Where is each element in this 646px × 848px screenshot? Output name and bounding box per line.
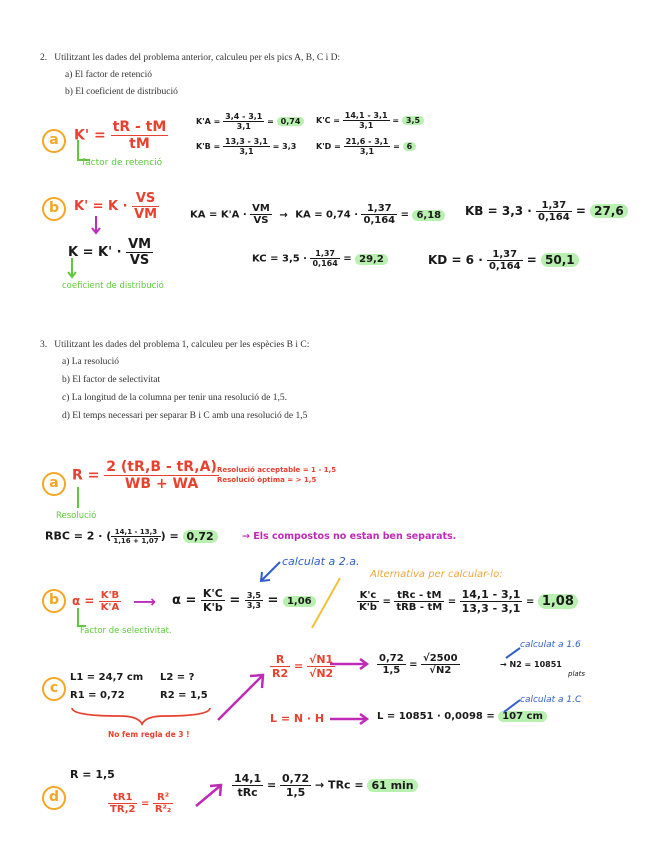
part-3d-circle: d (42, 786, 66, 810)
problem-text: Utilitzant les dades del problema anterior, calculeu per els pics A, B, C i D: (54, 53, 341, 63)
formula2-num: VM (128, 237, 152, 252)
Rbc-den: 1,16 + 1,07 (113, 537, 159, 545)
part-3b-circle: b (42, 589, 66, 613)
arrow-icon: ⟶ (133, 592, 156, 611)
alpha-den: K'A (100, 602, 120, 613)
d-calc: $\frac{14,1}{\text{tRc}}$ = $\frac{0,72}{1,5}$ → TRc = 61 min (232, 772, 418, 799)
divider-line (312, 578, 340, 628)
formula1-den: VM (134, 207, 158, 222)
c-L-formula: L = N · H (270, 712, 325, 725)
part-a-circle: a (42, 129, 66, 153)
Rbc-result: 0,72 (183, 530, 218, 543)
part-b-circle: b (42, 197, 66, 221)
alpha-note: calculat a 2.a. (282, 555, 360, 568)
kb-calc: K'B = $\frac{13,3 - 3,1}{3,1}$ = 3,3 (196, 137, 297, 156)
formula2-den: VS (129, 253, 150, 268)
formula-num: tR - tM (112, 119, 167, 135)
c-values: $\frac{0,72}{1,5}$ = $\frac{√2500}{√N2}$ (379, 653, 458, 676)
formula2-lhs: K = K' · (68, 245, 127, 260)
d-num1: 14,1 (234, 772, 262, 785)
KA-den: VS (253, 215, 269, 226)
part-3a-circle: a (42, 472, 66, 496)
Rbc-close: ) (160, 529, 166, 543)
alpha3-num: 3,5 (246, 591, 261, 600)
KB-lhs: KB = 3,3 · (465, 204, 537, 218)
alpha-calc: α = $\frac{K'C}{K'b}$ = $\frac{3,5}{3,3}$ = 1,06 (172, 587, 316, 614)
alt-num2: tRc - tM (394, 590, 444, 602)
val-den: 1,5 (382, 665, 401, 676)
alt-den1: K'b (359, 602, 377, 613)
sqrt-num: √N1 (309, 653, 334, 666)
KC-calc: KC = 3,5 · $\frac{1,37}{0,164}$ = 29,2 (252, 249, 388, 268)
KD-num: 1,37 (487, 249, 523, 261)
c-ratio-formula: $\frac{R}{R2}$ = $\frac{√N1}{√N2}$ (272, 653, 334, 680)
resolution-label: Resolució (56, 511, 97, 521)
KA-den2: 0,164 (363, 215, 396, 226)
problem-3-item-b: b) El factor de selectivitat (62, 375, 161, 385)
ka-num: 3,4 - 3,1 (225, 112, 263, 121)
rbc-comment: → Els compostos no estan ben separats. (242, 531, 457, 542)
ratio-den: R2 (272, 667, 289, 680)
kb-result: 3,3 (282, 142, 297, 151)
alpha2-num: K'C (202, 587, 223, 600)
kc-lhs: K'C = (316, 116, 343, 125)
d-frac2-num: R² (153, 792, 173, 804)
d-den1: tRc (237, 786, 258, 799)
Rbc-lhs: RBC = 2 · ( (45, 529, 112, 543)
ka-result: 0,74 (277, 117, 305, 126)
formula1-lhs: K' = K · (74, 199, 133, 214)
L-result: 107 cm (498, 711, 547, 722)
R-den: WB + WA (124, 476, 199, 492)
ka-calc: K'A = $\frac{3,4 - 3,1}{3,1}$ = 0,74 (196, 112, 304, 131)
d-num2: 0,72 (282, 772, 310, 785)
alpha2-den: K'b (202, 601, 223, 614)
blue-arrow-icon (262, 562, 280, 580)
blue-arrow-icon (506, 648, 520, 658)
kb-num: 13,3 - 3,1 (225, 137, 268, 146)
Rbc-num: 14,1 - 13,3 (111, 528, 160, 537)
KB-calc: KB = 3,3 · $\frac{1,37}{0,164}$ = 27,6 (465, 200, 628, 223)
alt-den3: 13,3 - 3,1 (461, 602, 521, 615)
c-L1: L1 = 24,7 cm (70, 672, 144, 683)
alt-den2: tRB - tM (396, 602, 443, 613)
c-L2: L2 = ? (160, 672, 195, 683)
problem-3-item-c: c) La longitud de la columna per tenir una resolució de 1,5. (62, 393, 288, 403)
c-note-16: calculat a 1.6 (520, 640, 581, 650)
d-den2: 1,5 (285, 786, 306, 799)
kd-den: 3,1 (359, 147, 375, 156)
c-note-1c: calculat a 1.C (520, 695, 582, 705)
part-3c-circle: c (42, 677, 66, 701)
kb-lhs: K'B = (196, 142, 224, 151)
d-R: R = 1,5 (70, 768, 115, 781)
N2-value: N2 = 10851 (509, 660, 562, 669)
red-brace (72, 708, 210, 724)
magenta-arrow-icon (196, 786, 220, 806)
resolution-note-1: Resolució acceptable = 1 - 1,5 (217, 466, 337, 474)
kd-num: 21,6 - 3,1 (345, 137, 389, 146)
kd-result: 6 (403, 142, 417, 151)
KB-num: 1,37 (536, 200, 572, 212)
KB-result: 27,6 (590, 204, 628, 218)
distribution-note: coeficient de distribució (62, 281, 164, 291)
problem-text: Utilitzant les dades del problema 1, calculeu per les espècies B i C: (54, 340, 310, 350)
ka-den: 3,1 (236, 122, 251, 131)
c-no-rule-of-three-note: No fem regla de 3 ! (108, 730, 190, 739)
kd-lhs: K'D = (316, 142, 344, 151)
problem-3-item-d: d) El temps necessari per separar B i C amb una resolució de 1,5 (62, 411, 308, 421)
alpha-result: 1,06 (283, 596, 316, 607)
magenta-arrow-icon (218, 676, 262, 720)
val-sqrt-den: √N2 (429, 665, 452, 676)
problem-2-item-b: b) El coeficient de distribució (65, 87, 178, 97)
problem-number: 3. (40, 340, 48, 350)
d-result: 61 min (367, 779, 417, 792)
c-R2: R2 = 1,5 (160, 690, 208, 701)
kc-den: 3,1 (359, 121, 374, 130)
KD-result: 50,1 (541, 253, 579, 267)
green-arrow-icon (78, 608, 86, 626)
blue-arrow-icon (504, 700, 520, 712)
L-calc: L = 10851 · 0,0098 = (377, 711, 499, 722)
retention-factor-note: factor de retenció (82, 158, 163, 168)
formula-lhs: K' = (74, 127, 111, 144)
KA-lhs: KA = K'A · (190, 209, 251, 221)
alpha-lhs: α = (72, 594, 99, 608)
selectivity-label: Factor de selectivitat. (80, 626, 172, 636)
d-arrow: → TRc = (315, 778, 368, 792)
c-N2-unit: plats (568, 670, 586, 678)
kc-calc: K'C = $\frac{14,1 - 3,1}{3,1}$ = 3,5 (316, 111, 424, 130)
d-frac1-num: tR1 (108, 792, 137, 804)
kc-result: 3,5 (402, 116, 424, 125)
alt-num1: K'c (357, 590, 379, 602)
KA-num: VM (252, 203, 270, 214)
KA-num2: 1,37 (361, 203, 397, 215)
KA-mid: KA = 0,74 · (295, 209, 362, 221)
formula1-num: VS (132, 191, 159, 207)
problem-number: 2. (40, 53, 48, 63)
d-frac1-den: TR,2 (110, 804, 136, 815)
KD-calc: KD = 6 · $\frac{1,37}{0,164}$ = 50,1 (428, 249, 579, 272)
alpha3-den: 3,3 (246, 601, 261, 610)
formula-den: tM (129, 136, 150, 152)
ratio-num: R (270, 653, 290, 667)
alt-calc: $\frac{K'c}{K'b}$ = $\frac{\text{tRc - tM}}{\text{tRB - tM}}$ = $\frac{14,1 - 3,1}{13,3 - 3,1}$ = 1,08 (357, 588, 578, 615)
resolution-note-2: Resolució òptima = > 1,5 (217, 476, 317, 484)
kc-num: 14,1 - 3,1 (344, 111, 388, 120)
alt-title: Alternativa per calcular-lo: (370, 569, 503, 580)
c-N2: → N2 = 10851 (500, 660, 562, 669)
KA-result: 6,18 (412, 210, 445, 221)
KC-lhs: KC = 3,5 · (252, 253, 311, 265)
alpha2-lhs: α = (172, 593, 201, 608)
val-num: 0,72 (379, 653, 404, 664)
d-frac2-den: R²₂ (154, 804, 172, 815)
R-num: 2 (tR,B - tR,A) (106, 459, 217, 475)
KD-den: 0,164 (488, 261, 521, 272)
ka-lhs: K'A = (196, 117, 224, 126)
kd-calc: K'D = $\frac{21,6 - 3,1}{3,1}$ = 6 (316, 137, 416, 156)
KB-den: 0,164 (538, 212, 570, 223)
R-lhs: R = (72, 467, 105, 484)
val-sqrt-num: √2500 (423, 653, 458, 664)
KC-den: 0,164 (312, 259, 338, 268)
rbc-calc: RBC = 2 · ( $\frac{14,1 - 13,3}{1,16 + 1,07}$ ) = 0,72 (45, 528, 218, 545)
green-arrow-icon (78, 140, 90, 160)
d-formula: $\frac{tR1}{TR,2}$ = $\frac{\text{R²}}{\text{R²₂}}$ (110, 792, 172, 815)
alt-result: 1,08 (538, 594, 578, 609)
problem-2-item-a: a) El factor de retenció (65, 70, 153, 80)
KC-result: 29,2 (355, 254, 388, 265)
c-R1: R1 = 0,72 (70, 690, 125, 701)
problem-3-item-a: a) La resolució (62, 357, 119, 367)
alpha-num: K'B (99, 590, 122, 602)
kb-den: 3,1 (239, 147, 254, 156)
KC-num: 1,37 (310, 249, 339, 259)
KD-lhs: KD = 6 · (428, 253, 487, 267)
alt-num3: 14,1 - 3,1 (461, 588, 521, 601)
sqrt-den: √N2 (309, 667, 334, 680)
KA-calc: KA = K'A · $\frac{VM}{VS}$ → KA = 0,74 · $\frac{1,37}{0,164}$ = 6,18 (190, 203, 445, 226)
